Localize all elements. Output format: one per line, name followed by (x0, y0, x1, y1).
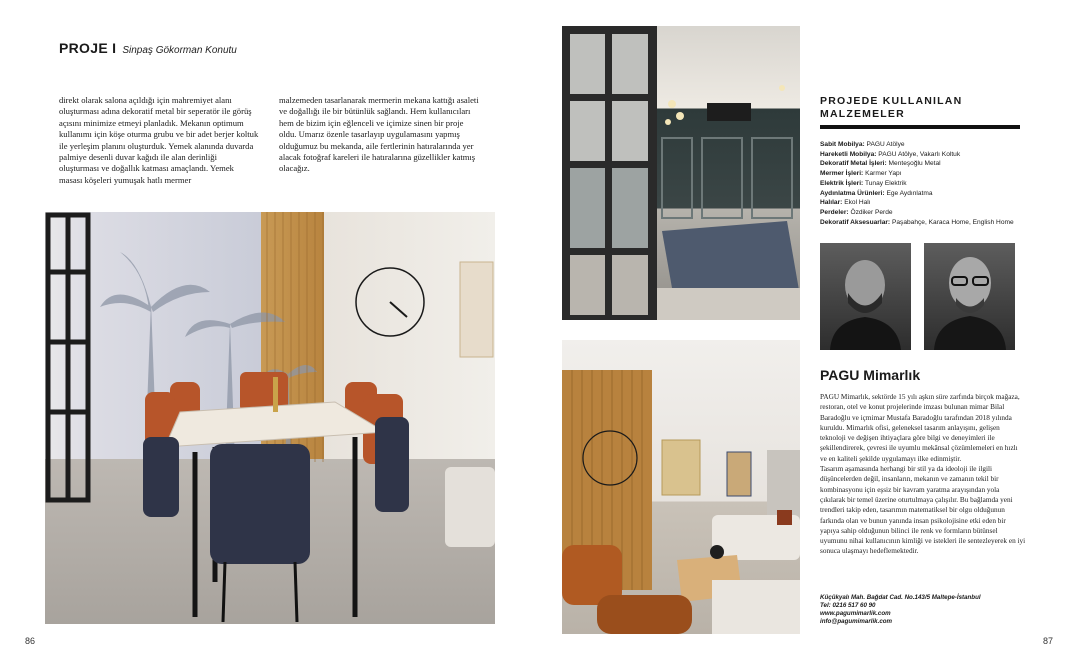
article-col1-text: direkt olarak salona açıldığı için mahremiyet alanı oluşturması adına dekoratif metal bir seperatör ile görüş açısını minimize etmeyi planladık. Mekanın optimum kullanımı için köşe oturma grubu ve bir adet berjer koltuk ile yerleşim planını oluşturduk. Yemek alanında duvarda palmiye desenli duvar kağıdı ile alan derinliği oluşturması ve doğallık katması amaçlandı. Yemek masası köşeleri yumuşak hatlı mermer (59, 95, 259, 185)
material-item (820, 208, 1030, 218)
material-value: PAGU Atölye, Vakarlı Koltuk (878, 150, 961, 158)
contact-email[interactable]: info@pagumimarlik.com (820, 618, 893, 625)
architect-portrait-1 (820, 243, 911, 350)
section-header (59, 40, 237, 56)
corridor-illustration (562, 26, 800, 320)
material-label: Dekoratif Aksesuarlar: (820, 218, 891, 226)
page-number-right: 87 (1043, 636, 1054, 646)
living-room-photo (562, 340, 800, 634)
article-col2-text: malzemeden tasarlanarak mermerin mekana kattığı asaleti ve doğallığı ile bir bütünlük sağlandı. Hem kullanıcıları hem de bizim için eğlenceli ve içimize sinen bir proje oldu. Umarız özenle tasarlayıp uygulamasını yapmış olduğumuz bu mekanda, aile fertlerinin hatıralarında yer alacak fotoğraf kareleri ile hatıralarına güzellikler katmış olacağız. (279, 95, 479, 174)
architect-portrait-2 (924, 243, 1015, 350)
page-number-left: 86 (25, 636, 36, 646)
materials-list (820, 140, 1030, 227)
company-contact (820, 594, 981, 626)
material-item (820, 169, 1030, 179)
contact-website[interactable]: www.pagumimarlik.com (820, 610, 891, 617)
material-label: Hareketli Mobilya: (820, 150, 877, 158)
article-column-2 (279, 95, 482, 175)
contact-address: Küçükyalı Mah. Bağdat Cad. No.143/5 Maltepe-İstanbul (820, 594, 981, 601)
material-item (820, 198, 1030, 208)
company-description (820, 392, 1026, 557)
materials-divider (820, 125, 1020, 129)
living-room-illustration (562, 340, 800, 634)
material-value: Paşabahçe, Karaca Home, English Home (891, 218, 1014, 226)
corridor-photo (562, 26, 800, 320)
materials-title: PROJEDE KULLANILAN MALZEMELER (820, 95, 963, 120)
material-value: Tunay Elektrik (864, 179, 907, 187)
company-title: PAGU Mimarlık (820, 367, 921, 383)
material-label: Dekoratif Metal İşleri: (820, 160, 887, 168)
material-label: Aydınlatma Ürünleri: (820, 189, 885, 197)
company-paragraph-2: Tasarım aşamasında herhangi bir stil ya da ideoloji ile ilgili düşüncelerden değil, insanların, mekanın ve zamanın tekil bir kombinasyonu için eşsiz bir kavram yaratma arayışından yola çıkılarak bir temel üzerine oturtulmaya çalışılır. Bu bağlamda yeni trendleri takip eden, tasarımın matematiksel bir olgu olduğunun farkında olan ve bunun yanında insan psikolojisine etki eden bir yapıya sahip olduğunun bilinci ile renk ve formların bütünsel uyumunu nihai kullanıcının kimliği ve istekleri ile sentezleyerek en iyi sonuca ulaşmayı hedeflemektedir. (820, 465, 1026, 556)
material-item (820, 179, 1030, 189)
material-label: Halılar: (820, 199, 843, 207)
material-item (820, 140, 1030, 150)
material-label: Perdeler: (820, 208, 849, 216)
material-item (820, 218, 1030, 228)
article-column-1 (59, 95, 259, 186)
material-item (820, 189, 1030, 199)
dining-room-photo (45, 212, 495, 624)
material-label: Mermer İşleri: (820, 170, 864, 178)
contact-phone: Tel: 0216 517 60 90 (820, 602, 876, 609)
material-value: Karmer Yapı (865, 170, 902, 178)
material-item (820, 159, 1030, 169)
section-label: PROJE I (59, 40, 117, 56)
material-label: Sabit Mobilya: (820, 141, 865, 148)
material-value: Ege Aydınlatma (886, 189, 933, 197)
material-value: PAGU Atölye (866, 141, 905, 148)
material-item (820, 150, 1030, 160)
material-value: Menteşoğlu Metal (888, 160, 941, 168)
material-value: Özdiker Perde (850, 208, 893, 216)
material-value: Ekol Halı (844, 199, 871, 207)
project-subtitle: Sinpaş Gökorman Konutu (122, 45, 237, 56)
dining-room-illustration (45, 212, 495, 624)
company-paragraph-1: PAGU Mimarlık, sektörde 15 yılı aşkın süre zarfında birçok mağaza, restoran, otel ve konut projelerinde imzası bulunan mimar Bilal Baradoğlu ve içmimar Mustafa Baradoğlu tarafından 2018 yılında kuruldu. Mimarlık ofisi, geleneksel tasarım anlayışını, gelişen teknoloji ve değişen ihtiyaçlara göre bilgi ve deneyimleri ile şekillendirerek, çevresi ile uyumlu mekânsal çözümlemeleri en hızlı ve en kaliteli şekilde uygulamayı ilke edinmiştir. (820, 393, 1020, 463)
portrait-2-illustration (924, 243, 1015, 350)
portrait-1-illustration (820, 243, 911, 350)
material-label: Elektrik İşleri: (820, 179, 864, 187)
